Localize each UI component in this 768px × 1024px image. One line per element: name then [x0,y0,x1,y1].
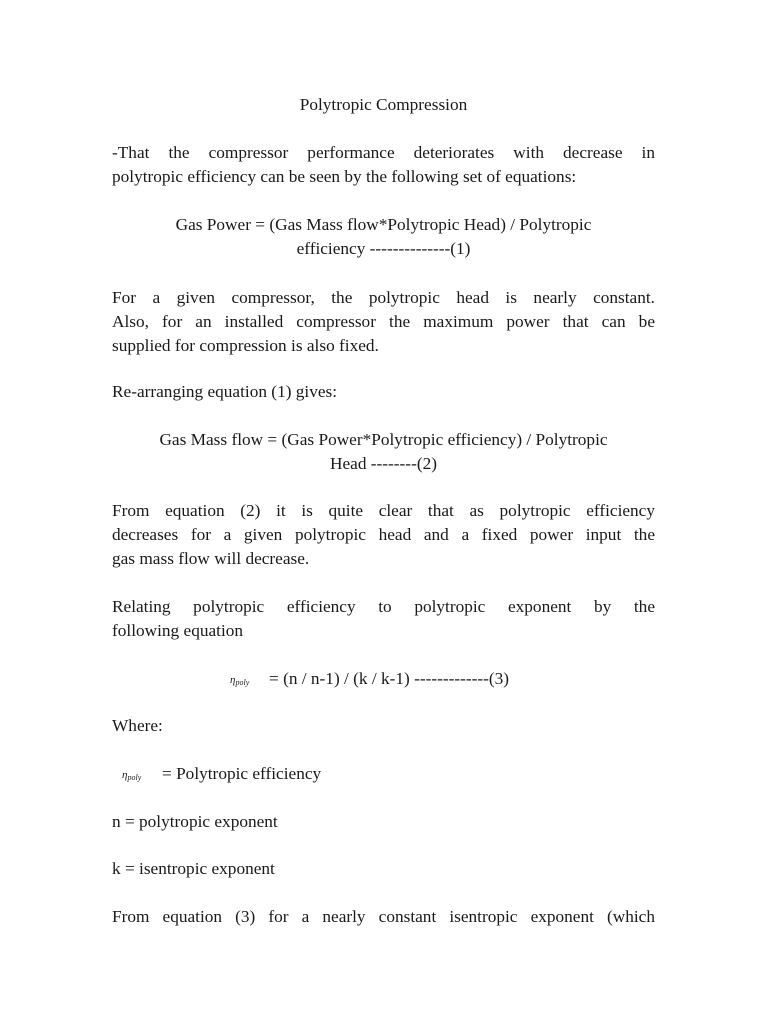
equation-2-line-2: Head --------(2) [330,454,437,473]
eta-poly-symbol: $\eta_{poly}$ [230,674,250,687]
definition-k: k = isentropic exponent [112,859,275,878]
paragraph-6-line-1: From equation (3) for a nearly constant isentropic exponent (which [112,907,655,926]
where-label: Where: [112,716,163,735]
definition-eta-text: = Polytropic efficiency [162,764,322,783]
equation-2-line-1: Gas Mass flow = (Gas Power*Polytropic efficiency) / Polytropic [159,430,608,449]
paragraph-2-line-3: supplied for compression is also fixed. [112,336,379,355]
definition-n: n = polytropic exponent [112,812,278,831]
paragraph-4-line-2: decreases for a given polytropic head and a fixed power input the [112,525,655,544]
paragraph-1-line-2: polytropic efficiency can be seen by the following set of equations: [112,167,577,186]
page-title: Polytropic Compression [299,95,468,114]
paragraph-1-line-1: -That the compressor performance deteriorates with decrease in [112,143,655,162]
paragraph-4-line-1: From equation (2) it is quite clear that as polytropic efficiency [112,501,655,520]
paragraph-4-line-3: gas mass flow will decrease. [112,549,310,568]
paragraph-5-line-2: following equation [112,621,244,640]
paragraph-5-line-1: Relating polytropic efficiency to polytropic exponent by the [112,597,655,616]
paragraph-2-line-1: For a given compressor, the polytropic head is nearly constant. [112,288,655,307]
eta-poly-symbol: $\eta_{poly}$ [122,769,142,782]
equation-3-text: = (n / n-1) / (k / k-1) -------------(3) [269,669,510,688]
equation-1-line-2: efficiency --------------(1) [296,239,471,258]
paragraph-2-line-2: Also, for an installed compressor the maximum power that can be [112,312,655,331]
equation-1-line-1: Gas Power = (Gas Mass flow*Polytropic Head) / Polytropic [175,215,592,234]
paragraph-3: Re-arranging equation (1) gives: [112,382,338,401]
